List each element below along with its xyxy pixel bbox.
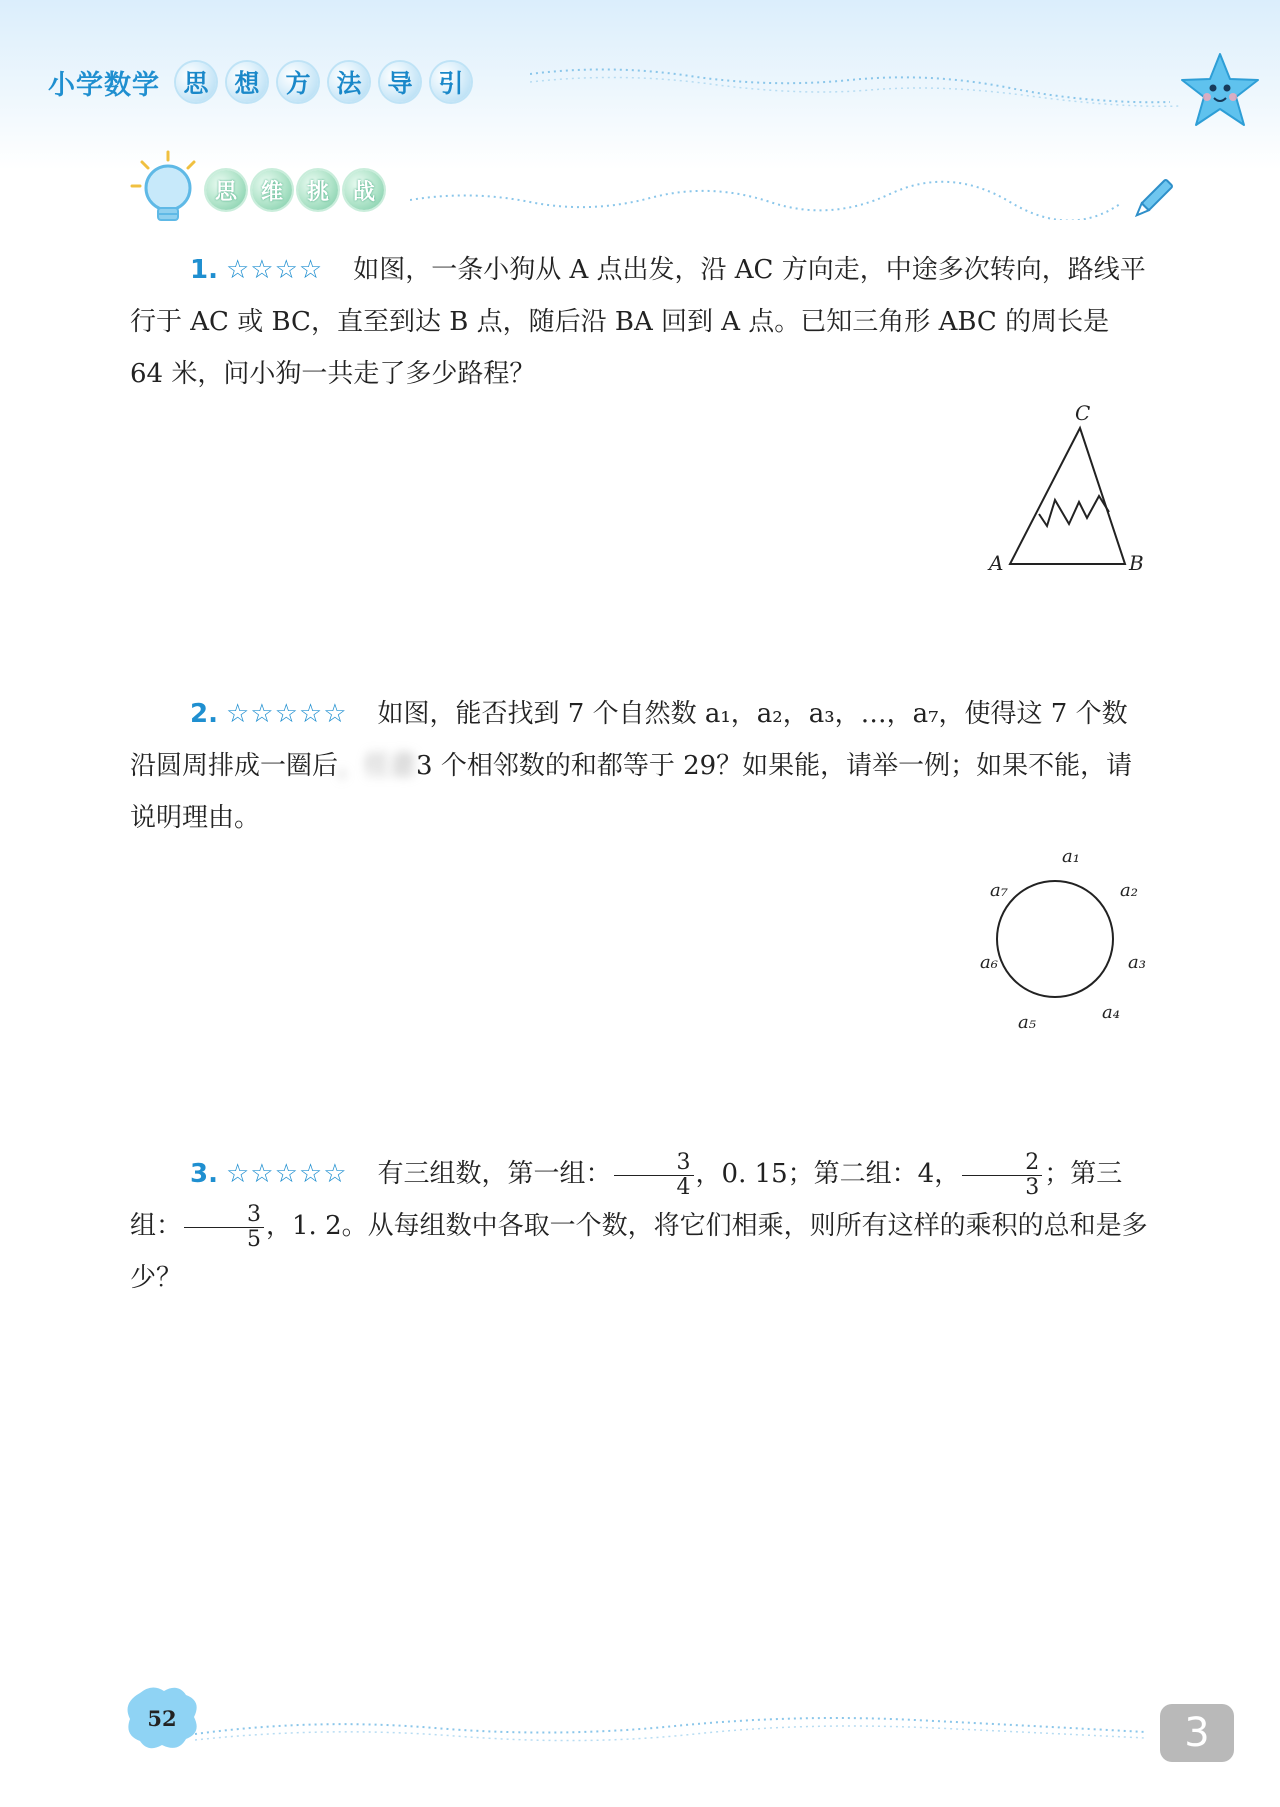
section-title-char: 战 [344,170,384,210]
fraction [962,1151,1042,1200]
header-dotted-wave [530,62,1190,112]
fraction-numerator: 3 [614,1151,694,1176]
series-bubble: 想 [227,62,267,102]
fraction-denominator: 3 [1025,1174,1040,1200]
series-bubble: 引 [431,62,471,102]
series-title [48,62,482,102]
fraction [614,1151,694,1200]
problem-1 [130,244,1150,400]
vertex-label-c: C [1075,401,1091,425]
problem-text: ，0. 15；第二组：4， [695,1159,961,1189]
circle-label-a6: a₆ [980,952,998,973]
problem-number: 3. [190,1159,218,1189]
corner-badge: 3 [1160,1704,1234,1762]
fraction [184,1203,264,1252]
circle-label-a1: a₁ [1062,846,1080,867]
problem-text: 如图，一条小狗从 A 点出发，沿 AC 方向走，中途多次转向，路线平行于 AC 或 BC，直至到达 B 点，随后沿 BA 回到 A 点。已知三角形 ABC 的周长是 64 米，问小狗一共走了多少路程？ [130,255,1146,389]
problem-2 [130,688,1150,844]
series-bubbles [176,62,482,102]
section-title-char: 思 [206,170,246,210]
section-title-char: 维 [252,170,292,210]
star-mascot-icon [1180,52,1260,128]
problem-3 [130,1148,1150,1304]
circle-label-a3: a₃ [1128,952,1146,973]
difficulty-stars: ☆☆☆☆☆ [225,1159,348,1189]
vertex-label-a: A [989,551,1004,575]
vertex-label-b: B [1129,551,1144,575]
section-title-char: 挑 [298,170,338,210]
problem-text: 有三组数，第一组： [377,1159,612,1189]
series-bubble: 思 [176,62,216,102]
series-bubble: 方 [278,62,318,102]
problem-text: 3 个相邻数的和都等于 29？如果能，请举一例；如果不能，请说明理由。 [130,751,1133,833]
circle-label-a5: a₅ [1018,1012,1036,1033]
fraction-denominator: 5 [247,1226,262,1252]
blurred-text: ，任意 [338,751,417,781]
series-bubble: 法 [329,62,369,102]
section-title [206,170,390,210]
problem-number: 1. [190,255,218,285]
difficulty-stars: ☆☆☆☆ [225,255,324,285]
series-bubble: 导 [380,62,420,102]
fraction-denominator: 4 [676,1174,691,1200]
fraction-numerator: 3 [184,1203,264,1228]
circle-label-a4: a₄ [1102,1002,1120,1023]
page-number: 52 [147,1705,177,1731]
series-main-title: 小学数学 [48,69,160,101]
lightbulb-icon [128,150,208,230]
fraction-numerator: 2 [962,1151,1042,1176]
problem-text: ，1. 2。从每组数中各取一个数，将它们相乘，则所有这样的乘积的总和是多少？ [130,1211,1148,1293]
circle-figure [970,838,1170,1038]
circle-label-a7: a₇ [990,880,1008,901]
section-dotted-wave [410,180,1130,220]
problem-text: ；第三组： [130,1159,1123,1241]
problem-text: 如图，能否找到 7 个自然数 a₁，a₂，a₃，…，a₇，使得这 7 个数沿圆周排成一圈后 [130,699,1128,781]
difficulty-stars: ☆☆☆☆☆ [225,699,348,729]
problem-number: 2. [190,699,218,729]
circle-label-a2: a₂ [1120,880,1138,901]
footer-dotted-wave [195,1708,1155,1748]
pen-icon [1128,174,1178,224]
triangle-figure [975,398,1155,578]
